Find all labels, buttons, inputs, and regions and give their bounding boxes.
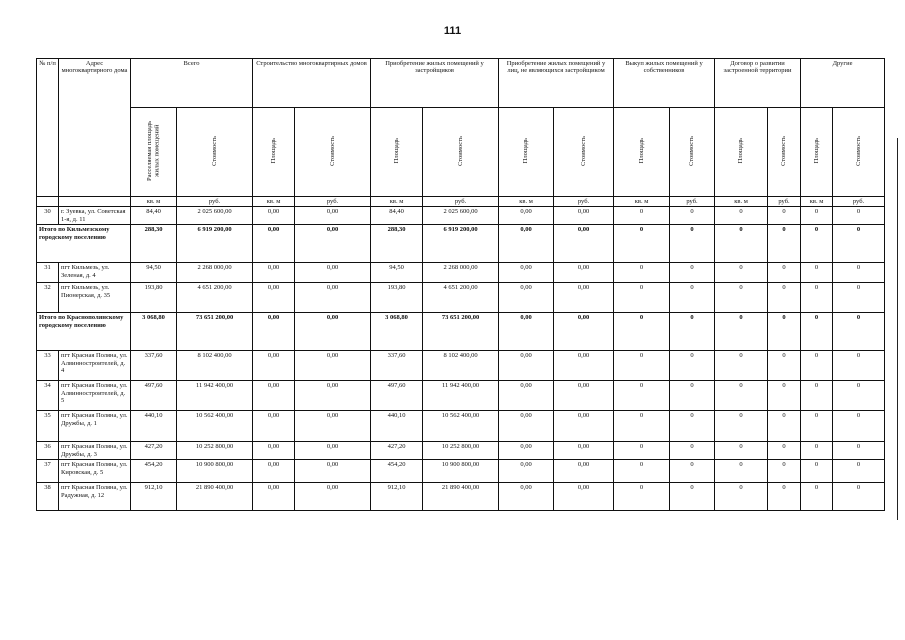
value-cell: 0,00 xyxy=(295,263,371,283)
value-cell: 0,00 xyxy=(253,351,295,381)
value-cell: 427,20 xyxy=(131,442,177,460)
value-cell: 440,10 xyxy=(371,411,423,442)
header-sub: Стоимость xyxy=(177,108,253,197)
value-cell: 0,00 xyxy=(253,225,295,263)
value-cell: 0 xyxy=(768,483,801,511)
value-cell: 21 890 400,00 xyxy=(423,483,499,511)
value-cell: 0 xyxy=(801,442,833,460)
value-cell: 0 xyxy=(670,460,715,483)
page-edge-line xyxy=(897,138,898,520)
total-row xyxy=(37,313,885,351)
header-sub: Стоимость xyxy=(670,108,715,197)
row-address: пгт Кильмезь, ул. Зеленая, д. 4 xyxy=(59,263,131,283)
header-address: Адрес многоквартирного дома xyxy=(59,59,131,197)
value-cell: 94,50 xyxy=(371,263,423,283)
value-cell: 0,00 xyxy=(499,283,554,313)
table-row xyxy=(37,442,885,460)
value-cell: 0 xyxy=(670,351,715,381)
header-row-units xyxy=(37,197,885,207)
row-address: пгт Красная Поляна, ул. Дружбы, д. 3 xyxy=(59,442,131,460)
value-cell: 0,00 xyxy=(499,442,554,460)
value-cell: 8 102 400,00 xyxy=(177,351,253,381)
value-cell: 3 068,80 xyxy=(371,313,423,351)
header-group-other: Другие xyxy=(801,59,885,108)
value-cell: 0,00 xyxy=(295,207,371,225)
value-cell: 0,00 xyxy=(253,263,295,283)
value-cell: 0 xyxy=(670,411,715,442)
header-group-construction: Строительство многоквартирных домов xyxy=(253,59,371,108)
value-cell: 0 xyxy=(614,460,670,483)
value-cell: 0 xyxy=(833,483,885,511)
value-cell: 0,00 xyxy=(554,381,614,411)
value-cell: 0 xyxy=(670,381,715,411)
value-cell: 0,00 xyxy=(253,483,295,511)
value-cell: 0,00 xyxy=(554,460,614,483)
value-cell: 0 xyxy=(768,460,801,483)
value-cell: 0 xyxy=(614,442,670,460)
value-cell: 0,00 xyxy=(295,483,371,511)
value-cell: 0,00 xyxy=(295,351,371,381)
unit-cell: руб. xyxy=(768,197,801,207)
value-cell: 10 900 800,00 xyxy=(423,460,499,483)
page-number: 111 xyxy=(443,25,462,37)
value-cell: 10 900 800,00 xyxy=(177,460,253,483)
value-cell: 8 102 400,00 xyxy=(423,351,499,381)
header-group-development: Договор о развитии застроенной территории xyxy=(715,59,801,108)
value-cell: 2 025 600,00 xyxy=(177,207,253,225)
value-cell: 0 xyxy=(768,313,801,351)
value-cell: 0 xyxy=(715,381,768,411)
value-cell: 73 651 200,00 xyxy=(423,313,499,351)
value-cell: 912,10 xyxy=(131,483,177,511)
value-cell: 0,00 xyxy=(499,313,554,351)
value-cell: 912,10 xyxy=(371,483,423,511)
unit-cell: руб. xyxy=(423,197,499,207)
row-number: 36 xyxy=(37,442,59,460)
value-cell: 0 xyxy=(670,483,715,511)
value-cell: 0 xyxy=(715,442,768,460)
value-cell: 0 xyxy=(801,381,833,411)
value-cell: 0 xyxy=(715,207,768,225)
total-label: Итого по Краснополянскому городскому поселению xyxy=(37,313,131,351)
value-cell: 0 xyxy=(801,351,833,381)
value-cell: 0 xyxy=(715,411,768,442)
header-sub: Стоимость xyxy=(768,108,801,197)
value-cell: 0 xyxy=(715,263,768,283)
value-cell: 0,00 xyxy=(253,411,295,442)
value-cell: 11 942 400,00 xyxy=(423,381,499,411)
value-cell: 0,00 xyxy=(253,381,295,411)
value-cell: 0 xyxy=(614,351,670,381)
value-cell: 0 xyxy=(670,313,715,351)
value-cell: 10 252 800,00 xyxy=(177,442,253,460)
value-cell: 440,10 xyxy=(131,411,177,442)
value-cell: 0,00 xyxy=(499,483,554,511)
value-cell: 0,00 xyxy=(295,411,371,442)
value-cell: 0 xyxy=(768,381,801,411)
unit-cell: руб. xyxy=(177,197,253,207)
value-cell: 0 xyxy=(801,263,833,283)
value-cell: 0,00 xyxy=(499,225,554,263)
value-cell: 0 xyxy=(614,207,670,225)
row-address: пгт Красная Поляна, ул. Радужная, д. 12 xyxy=(59,483,131,511)
header-group-non-developers: Приобретение жилых помещений у лиц, не являющихся застройщиком xyxy=(499,59,614,108)
row-number: 30 xyxy=(37,207,59,225)
header-no: № п/п xyxy=(37,59,59,197)
value-cell: 0 xyxy=(715,460,768,483)
row-address: пгт Красная Поляна, ул. Кировская, д. 5 xyxy=(59,460,131,483)
value-cell: 0 xyxy=(614,381,670,411)
table-row xyxy=(37,263,885,283)
header-sub: Площадь xyxy=(614,108,670,197)
value-cell: 94,50 xyxy=(131,263,177,283)
value-cell: 0,00 xyxy=(554,263,614,283)
value-cell: 0,00 xyxy=(253,313,295,351)
table-row xyxy=(37,283,885,313)
value-cell: 0,00 xyxy=(295,381,371,411)
value-cell: 0 xyxy=(670,283,715,313)
table-body xyxy=(37,207,885,511)
header-sub: Стоимость xyxy=(423,108,499,197)
value-cell: 0,00 xyxy=(554,313,614,351)
header-group-total: Всего xyxy=(131,59,253,108)
value-cell: 454,20 xyxy=(371,460,423,483)
value-cell: 11 942 400,00 xyxy=(177,381,253,411)
table-row xyxy=(37,411,885,442)
row-number: 34 xyxy=(37,381,59,411)
value-cell: 0,00 xyxy=(295,283,371,313)
row-address: г. Зуевка, ул. Советская 1-я, д. 11 xyxy=(59,207,131,225)
value-cell: 0 xyxy=(833,442,885,460)
value-cell: 0,00 xyxy=(554,442,614,460)
table-row xyxy=(37,483,885,511)
value-cell: 0 xyxy=(801,283,833,313)
unit-cell: руб. xyxy=(295,197,371,207)
value-cell: 0 xyxy=(833,283,885,313)
value-cell: 0,00 xyxy=(499,207,554,225)
unit-cell: руб. xyxy=(670,197,715,207)
value-cell: 0,00 xyxy=(499,381,554,411)
value-cell: 0 xyxy=(801,411,833,442)
value-cell: 6 919 200,00 xyxy=(177,225,253,263)
value-cell: 427,20 xyxy=(371,442,423,460)
value-cell: 0 xyxy=(801,483,833,511)
value-cell: 0 xyxy=(768,442,801,460)
table-row xyxy=(37,207,885,225)
value-cell: 0 xyxy=(801,313,833,351)
row-address: пгт Красная Поляна, ул. Дружбы, д. 1 xyxy=(59,411,131,442)
value-cell: 0 xyxy=(614,263,670,283)
value-cell: 0 xyxy=(715,483,768,511)
value-cell: 0 xyxy=(715,351,768,381)
value-cell: 4 651 200,00 xyxy=(177,283,253,313)
value-cell: 337,60 xyxy=(371,351,423,381)
value-cell: 0,00 xyxy=(253,283,295,313)
value-cell: 337,60 xyxy=(131,351,177,381)
value-cell: 0 xyxy=(768,351,801,381)
value-cell: 454,20 xyxy=(131,460,177,483)
value-cell: 0 xyxy=(768,207,801,225)
value-cell: 0 xyxy=(614,225,670,263)
value-cell: 0 xyxy=(833,381,885,411)
units-blank xyxy=(59,197,131,207)
value-cell: 0 xyxy=(768,263,801,283)
unit-cell: кв. м xyxy=(253,197,295,207)
value-cell: 0 xyxy=(833,225,885,263)
row-number: 38 xyxy=(37,483,59,511)
header-group-developers: Приобретение жилых помещений у застройщиков xyxy=(371,59,499,108)
value-cell: 0 xyxy=(715,313,768,351)
unit-cell: кв. м xyxy=(371,197,423,207)
value-cell: 0,00 xyxy=(295,225,371,263)
value-cell: 10 562 400,00 xyxy=(423,411,499,442)
header-sub: Площадь xyxy=(801,108,833,197)
value-cell: 193,80 xyxy=(371,283,423,313)
value-cell: 0,00 xyxy=(499,351,554,381)
value-cell: 0,00 xyxy=(554,411,614,442)
value-cell: 0 xyxy=(614,483,670,511)
value-cell: 193,80 xyxy=(131,283,177,313)
value-cell: 0 xyxy=(801,207,833,225)
value-cell: 0,00 xyxy=(554,483,614,511)
value-cell: 0,00 xyxy=(295,313,371,351)
value-cell: 0 xyxy=(833,411,885,442)
value-cell: 0,00 xyxy=(499,460,554,483)
value-cell: 2 025 600,00 xyxy=(423,207,499,225)
unit-cell: кв. м xyxy=(614,197,670,207)
row-number: 37 xyxy=(37,460,59,483)
header-sub: Стоимость xyxy=(295,108,371,197)
header-sub: Стоимость xyxy=(833,108,885,197)
value-cell: 0,00 xyxy=(554,225,614,263)
total-label: Итого по Кильмезскому городскому поселению xyxy=(37,225,131,263)
table-row xyxy=(37,460,885,483)
value-cell: 0,00 xyxy=(499,263,554,283)
value-cell: 0 xyxy=(768,283,801,313)
value-cell: 0,00 xyxy=(554,351,614,381)
value-cell: 84,40 xyxy=(131,207,177,225)
row-number: 35 xyxy=(37,411,59,442)
header-row-groups xyxy=(37,59,885,108)
housing-table xyxy=(36,58,885,511)
row-number: 32 xyxy=(37,283,59,313)
header-sub: Стоимость xyxy=(554,108,614,197)
value-cell: 0,00 xyxy=(295,442,371,460)
value-cell: 6 919 200,00 xyxy=(423,225,499,263)
value-cell: 3 068,80 xyxy=(131,313,177,351)
units-blank xyxy=(37,197,59,207)
unit-cell: руб. xyxy=(554,197,614,207)
value-cell: 0 xyxy=(670,263,715,283)
value-cell: 0 xyxy=(833,351,885,381)
header-sub: Расселяемая площадь жилых помещений xyxy=(131,108,177,197)
value-cell: 0 xyxy=(614,411,670,442)
total-row xyxy=(37,225,885,263)
value-cell: 0 xyxy=(670,207,715,225)
unit-cell: кв. м xyxy=(131,197,177,207)
value-cell: 0 xyxy=(833,460,885,483)
header-sub: Площадь xyxy=(253,108,295,197)
value-cell: 497,60 xyxy=(131,381,177,411)
value-cell: 0,00 xyxy=(554,207,614,225)
value-cell: 0 xyxy=(614,283,670,313)
value-cell: 497,60 xyxy=(371,381,423,411)
value-cell: 0 xyxy=(833,263,885,283)
value-cell: 0,00 xyxy=(253,207,295,225)
value-cell: 73 651 200,00 xyxy=(177,313,253,351)
header-row-sub xyxy=(37,108,885,197)
unit-cell: руб. xyxy=(833,197,885,207)
row-number: 33 xyxy=(37,351,59,381)
value-cell: 0 xyxy=(670,442,715,460)
value-cell: 0,00 xyxy=(499,411,554,442)
value-cell: 288,30 xyxy=(371,225,423,263)
row-address: пгт Кильмезь, ул. Пионерская, д. 35 xyxy=(59,283,131,313)
value-cell: 0 xyxy=(833,313,885,351)
value-cell: 2 268 000,00 xyxy=(177,263,253,283)
value-cell: 0 xyxy=(670,225,715,263)
row-address: пгт Красная Поляна, ул. Алвинностроителей, д. 5 xyxy=(59,381,131,411)
table-row xyxy=(37,351,885,381)
value-cell: 0 xyxy=(715,283,768,313)
value-cell: 0 xyxy=(801,460,833,483)
value-cell: 2 268 000,00 xyxy=(423,263,499,283)
row-address: пгт Красная Поляна, ул. Алвинностроителей, д. 4 xyxy=(59,351,131,381)
header-sub: Площадь xyxy=(715,108,768,197)
value-cell: 0 xyxy=(614,313,670,351)
value-cell: 0,00 xyxy=(554,283,614,313)
header-sub: Площадь xyxy=(499,108,554,197)
unit-cell: кв. м xyxy=(801,197,833,207)
row-number: 31 xyxy=(37,263,59,283)
unit-cell: кв. м xyxy=(715,197,768,207)
value-cell: 21 890 400,00 xyxy=(177,483,253,511)
value-cell: 0 xyxy=(801,225,833,263)
value-cell: 0 xyxy=(768,411,801,442)
header-sub: Площадь xyxy=(371,108,423,197)
table-row xyxy=(37,381,885,411)
value-cell: 0 xyxy=(833,207,885,225)
value-cell: 0,00 xyxy=(295,460,371,483)
value-cell: 0,00 xyxy=(253,442,295,460)
value-cell: 4 651 200,00 xyxy=(423,283,499,313)
value-cell: 288,30 xyxy=(131,225,177,263)
header-group-buyout: Выкуп жилых помещений у собственников xyxy=(614,59,715,108)
value-cell: 0 xyxy=(768,225,801,263)
value-cell: 84,40 xyxy=(371,207,423,225)
value-cell: 0 xyxy=(715,225,768,263)
value-cell: 10 562 400,00 xyxy=(177,411,253,442)
value-cell: 0,00 xyxy=(253,460,295,483)
unit-cell: кв. м xyxy=(499,197,554,207)
value-cell: 10 252 800,00 xyxy=(423,442,499,460)
